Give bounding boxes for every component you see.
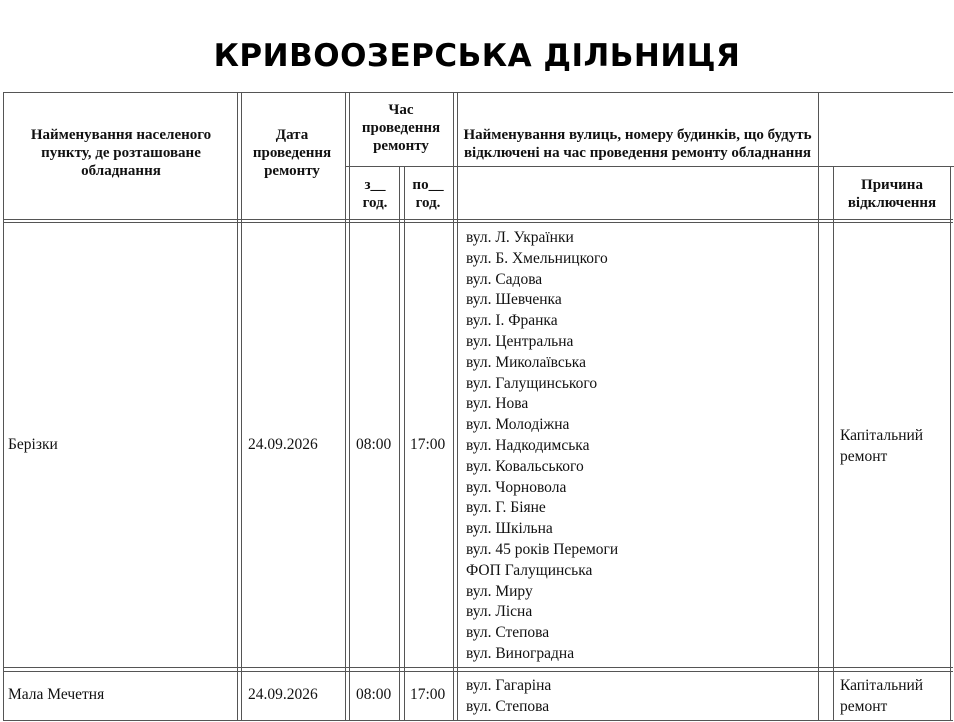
time-to-cell: 17:00 [410, 436, 446, 453]
street-item: вул. Г. Біяне [466, 499, 546, 517]
street-item: вул. Гагаріна [466, 677, 552, 694]
street-item: вул. Центральна [466, 332, 574, 350]
street-item: вул. Степова [466, 697, 550, 715]
settlement-cell: Мала Мечетня [8, 686, 105, 703]
time-from-cell: 08:00 [356, 686, 392, 703]
street-item: вул. Шкільна [466, 520, 553, 538]
street-item: вул. Галущинського [466, 374, 598, 392]
header-date: Дата проведення ремонту [252, 127, 332, 179]
street-item: вул. І. Франка [466, 312, 558, 330]
street-item: вул. Миколаївська [466, 353, 586, 371]
header-time-to: по__ год. [412, 177, 444, 211]
street-item: вул. Виноградна [466, 644, 575, 662]
street-item: вул. Ковальського [466, 457, 584, 475]
street-item: вул. 45 років Перемоги [466, 540, 619, 558]
street-item: вул. Миру [466, 582, 533, 600]
street-item: вул. Шевченка [466, 291, 562, 309]
time-from-cell: 08:00 [356, 436, 392, 453]
street-item: вул. Надкодимська [466, 436, 590, 454]
street-item: вул. Лісна [466, 603, 533, 621]
reason-cell: Капітальний ремонт [840, 677, 924, 715]
header-time-from: з__ год. [362, 177, 388, 211]
header-streets: Найменування вулиць, номеру будинків, що будуть відключені на час проведення ремонту обладнання [463, 127, 812, 161]
street-item: вул. Нова [466, 395, 529, 413]
time-to-cell: 17:00 [410, 686, 446, 703]
street-item: вул. Молодіжна [466, 416, 570, 434]
streets-list [466, 676, 551, 718]
header-reason: Причина відключення [847, 177, 937, 211]
street-item: вул. Степова [466, 624, 550, 642]
street-item: ФОП Галущинська [466, 561, 593, 579]
street-item: вул. Л. Українки [466, 229, 574, 246]
settlement-cell: Берізки [8, 436, 58, 453]
streets-list [466, 228, 618, 665]
date-cell: 24.09.2026 [248, 686, 318, 703]
date-cell: 24.09.2026 [248, 436, 318, 453]
header-time: Час проведення ремонту [361, 102, 441, 154]
street-item: вул. Садова [466, 270, 543, 288]
street-item: вул. Чорновола [466, 478, 567, 496]
page-title: КРИВООЗЕРСЬКА ДІЛЬНИЦЯ [213, 38, 741, 74]
street-item: вул. Б. Хмельницкого [466, 249, 608, 267]
header-settlement: Найменування населеного пункту, де розташоване обладнання [30, 127, 212, 179]
reason-cell: Капітальний ремонт [840, 427, 924, 465]
